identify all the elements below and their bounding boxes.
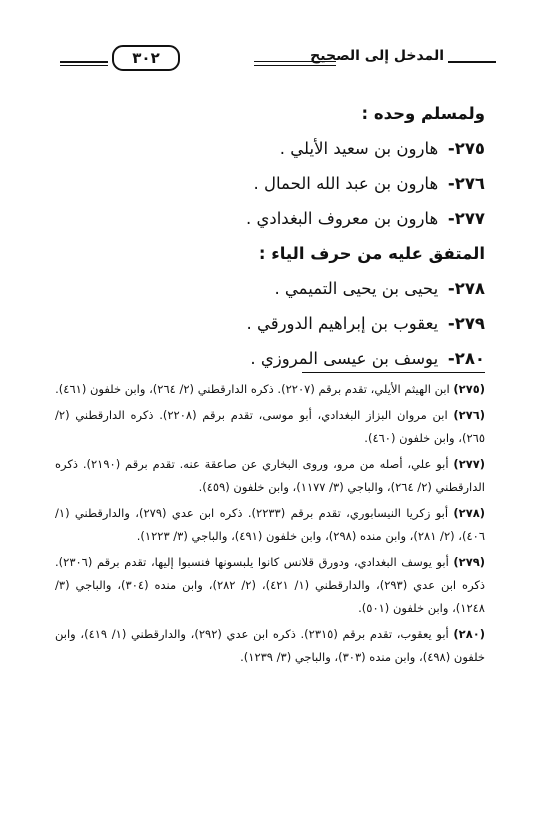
list-item	[65, 306, 485, 341]
footnote-text: أبو علي، أصله من مرو، وروى البخاري عن صاعقة عنه. تقدم برقم (٢١٩٠). ذكره الدارقطني (٢/ ٢٦٤)، والباجي (٣/ ١١٧٧)، وابن خلفون (٤٥٩).	[55, 457, 485, 494]
footnote-text: أبو يوسف البغدادي، ودورق قلانس كانوا يلبسونها فنسبوا إليها، تقدم برقم (٢٣٠٦). ذكره ابن عدي (٢٩٣)، والدارقطني (١/ ٤٢١)، (٢/ ٢٨٢)، وابن منده (٣٠٤)، والباجي (٣/ ١٢٤٨)، وابن خلفون (٥٠١).	[55, 555, 486, 615]
entry-number: ٢٧٨-	[447, 279, 485, 298]
header-rule-middle-2	[254, 65, 336, 66]
footnote	[55, 623, 485, 669]
entry-name: يحيى بن يحيى التميمي .	[274, 279, 439, 298]
footnote	[55, 453, 485, 499]
footnote-ref: (٢٧٦)	[453, 408, 485, 422]
footnote-ref: (٢٧٥)	[453, 382, 485, 396]
footnote-ref: (٢٧٨)	[453, 506, 485, 520]
footnote-text: أبو زكريا النيسابوري، تقدم برقم (٢٢٣٣). ذكره ابن عدي (٢٧٩)، والدارقطني (١/ ٤٠٦)، (٢/ ٢٨١)، وابن منده (٢٩٨)، وابن خلفون (٤٩١)، والباجي (٣/ ١٢٢٣).	[55, 506, 485, 543]
list-item	[65, 201, 485, 236]
footnote-separator	[302, 372, 485, 373]
footnote-ref: (٢٨٠)	[453, 627, 485, 641]
section-heading: المتفق عليه من حرف الياء :	[258, 244, 485, 263]
footnote	[55, 378, 485, 401]
entry-number: ٢٧٦-	[447, 174, 485, 193]
footnote	[55, 404, 485, 450]
list-item	[65, 341, 485, 376]
footnote-text: أبو يعقوب، تقدم برقم (٢٣١٥). ذكره ابن عدي (٢٩٢)، والدارقطني (١/ ٤١٩)، وابن خلفون (٤٩٨)، وابن منده (٣٠٣)، والباجي (٣/ ١٢٣٩).	[55, 627, 485, 664]
running-title: المدخل إلى الصحيح	[310, 48, 444, 64]
entry-name: يوسف بن عيسى المروزي .	[250, 349, 439, 368]
header-rule-left-2	[60, 65, 108, 66]
header-rule-left	[60, 61, 108, 63]
footnotes	[55, 378, 485, 672]
entry-name: هارون بن معروف البغدادي .	[245, 209, 439, 228]
list-item	[65, 131, 485, 166]
footnote-ref: (٢٧٧)	[453, 457, 486, 471]
entry-name: يعقوب بن إبراهيم الدورقي .	[246, 314, 439, 333]
footnote-text: ابن مروان البزاز البغدادي، أبو موسى، تقدم برقم (٢٢٠٨). ذكره الدارقطني (٢/ ٢٦٥)، وابن خلفون (٤٦٠).	[55, 408, 485, 445]
header-rule-middle	[254, 61, 336, 62]
page-number: ٣٠٢	[112, 45, 180, 71]
footnote-ref: (٢٧٩)	[453, 555, 485, 569]
entry-number: ٢٧٧-	[447, 209, 485, 228]
footnote-text: ابن الهيثم الأيلي، تقدم برقم (٢٢٠٧). ذكره الدارقطني (٢/ ٢٦٤)، وابن خلفون (٤٦١).	[55, 382, 450, 396]
entry-number: ٢٧٥-	[447, 139, 485, 158]
footnote	[55, 551, 485, 620]
list-item	[65, 271, 485, 306]
entry-number: ٢٨٠-	[447, 349, 485, 368]
footnote	[55, 502, 485, 548]
running-header	[60, 42, 496, 72]
entry-name: هارون بن سعيد الأيلي .	[279, 139, 439, 158]
entry-number: ٢٧٩-	[447, 314, 485, 333]
main-text	[65, 96, 485, 376]
list-item	[65, 166, 485, 201]
section-heading: ولمسلم وحده :	[361, 104, 485, 123]
header-rule-right	[448, 61, 496, 63]
entry-name: هارون بن عبد الله الحمال .	[253, 174, 439, 193]
